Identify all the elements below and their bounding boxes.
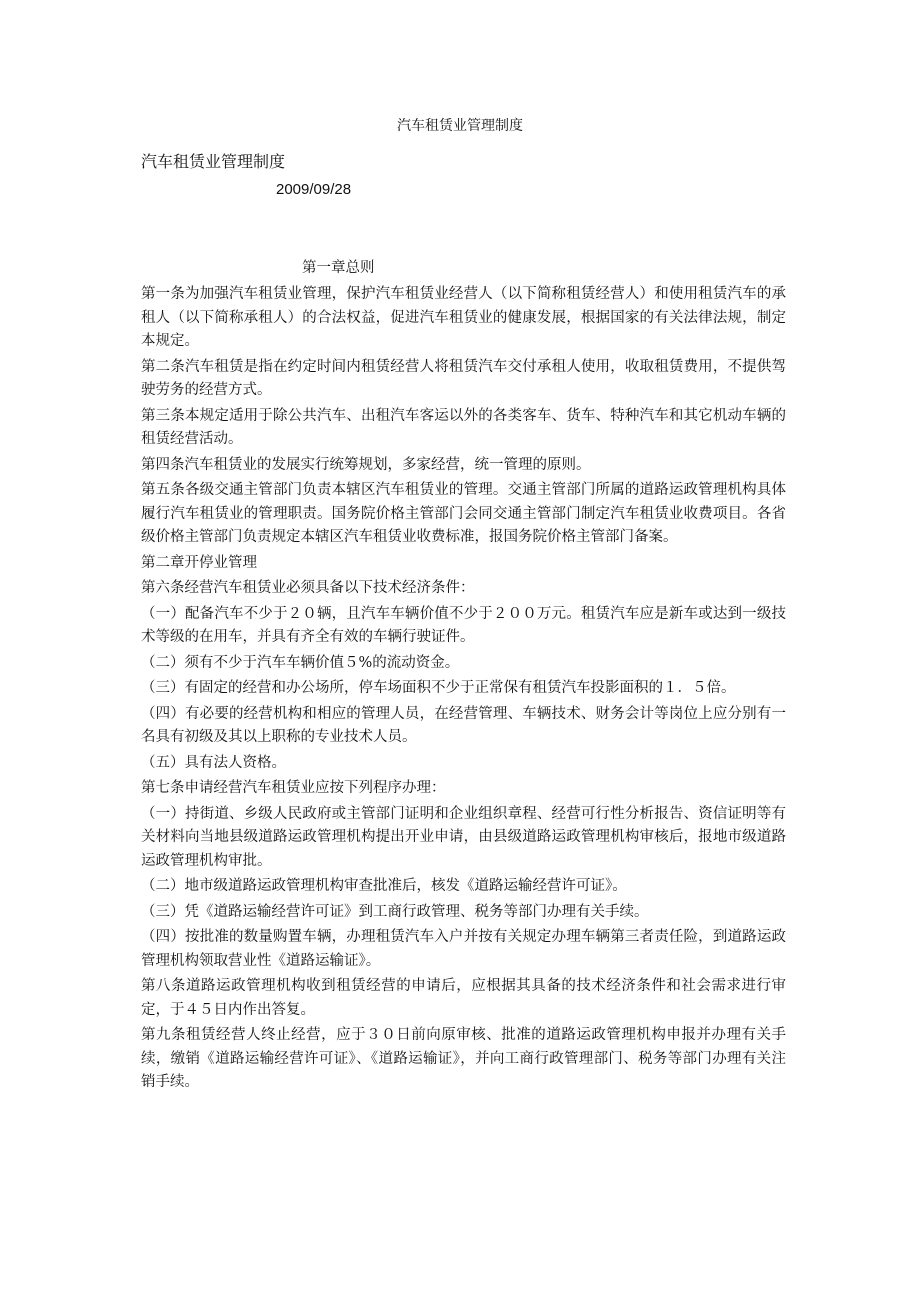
document-title: 汽车租赁业管理制度 xyxy=(397,118,523,134)
list-item: （一）配备汽车不少于２０辆，且汽车车辆价值不少于２００万元。租赁汽车应是新车或达到一级技术等级的在用车，并具有齐全有效的车辆行驶证件。 xyxy=(141,605,786,645)
list-item: （二）地市级道路运政管理机构审查批准后，核发《道路运输经营许可证》。 xyxy=(141,878,627,894)
list-item: （一）持街道、乡级人民政府或主管部门证明和企业组织章程、经营可行性分析报告、资信证明等有关材料向当地县级道路运政管理机构提出开业申请，由县级道路运政管理机构审核后，报地市级道路运政管理机构审批。 xyxy=(141,805,786,869)
list-item: （四）有必要的经营机构和相应的管理人员，在经营管理、车辆技术、财务会计等岗位上应分别有一名具有初级及其以上职称的专业技术人员。 xyxy=(141,705,786,745)
paragraph: 第六条经营汽车租赁业必须具备以下技术经济条件： xyxy=(141,580,475,596)
chapter-heading: 第一章总则 xyxy=(302,260,375,276)
paragraph: 第四条汽车租赁业的发展实行统筹规划，多家经营，统一管理的原则。 xyxy=(141,456,591,473)
paragraph: 第二条汽车租赁是指在约定时间内租赁经营人将租赁汽车交付承租人使用，收取租赁费用，不提供驾驶劳务的经营方式。 xyxy=(141,358,786,398)
paragraph: 第九条租赁经营人终止经营，应于３０日前向原审核、批准的道路运政管理机构申报并办理有关手续，缴销《道路运输经营许可证》、《道路运输证》，并向工商行政管理部门、税务等部门办理有关注销手续。 xyxy=(141,1027,786,1090)
paragraph: 第八条道路运政管理机构收到租赁经营的申请后，应根据其具备的技术经济条件和社会需求进行审定，于４５日内作出答复。 xyxy=(141,978,786,1018)
list-item: （三）凭《道路运输经营许可证》到工商行政管理、税务等部门办理有关手续。 xyxy=(141,903,649,920)
document-subtitle: 汽车租赁业管理制度 xyxy=(141,152,286,171)
list-item: （三）有固定的经营和办公场所，停车场面积不少于正常保有租赁汽车投影面积的１．５倍。 xyxy=(141,680,736,696)
paragraph: 第三条本规定适用于除公共汽车、出租汽车客运以外的各类客车、货车、特种汽车和其它机动车辆的租赁经营活动。 xyxy=(141,407,786,447)
document-body xyxy=(141,283,786,1097)
chapter-heading: 第二章开停业管理 xyxy=(141,554,257,571)
paragraph: 第七条申请经营汽车租赁业应按下列程序办理： xyxy=(141,780,446,796)
paragraph: 第一条为加强汽车租赁业管理，保护汽车租赁业经营人（以下简称租赁经营人）和使用租赁汽车的承租人（以下简称承租人）的合法权益，促进汽车租赁业的健康发展，根据国家的有关法律法规，制定本规定。 xyxy=(141,286,786,349)
paragraph: 第五条各级交通主管部门负责本辖区汽车租赁业的管理。交通主管部门所属的道路运政管理机构具体履行汽车租赁业的管理职责。国务院价格主管部门会同交通主管部门制定汽车租赁业收费项目。各省级价格主管部门负责规定本辖区汽车租赁业收费标准，报国务院价格主管部门备案。 xyxy=(141,482,786,545)
list-item: （四）按批准的数量购置车辆，办理租赁汽车入户并按有关规定办理车辆第三者责任险，到道路运政管理机构领取营业性《道路运输证》。 xyxy=(141,929,786,969)
list-item: （二）须有不少于汽车车辆价值５%的流动资金。 xyxy=(141,654,460,671)
list-item: （五）具有法人资格。 xyxy=(141,754,286,771)
document-date: 2009/09/28 xyxy=(276,181,352,198)
